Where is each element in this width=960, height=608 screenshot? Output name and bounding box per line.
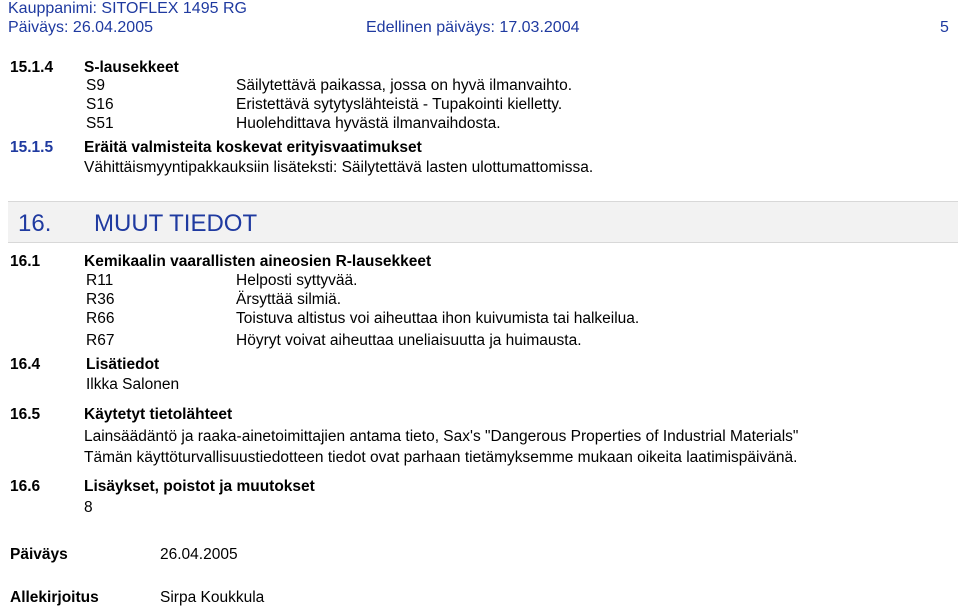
sources-line-1: Lainsäädäntö ja raaka-ainetoimittajien antama tieto, Sax's "Dangerous Properties of Industrial Materials" [84, 428, 799, 445]
s-phrases-title: S-lausekkeet [84, 59, 179, 76]
additional-info-text: Ilkka Salonen [86, 376, 180, 393]
section-number-15-1-5: 15.1.5 [10, 139, 54, 156]
sources-line-2: Tämän käyttöturvallisuustiedotteen tiedot ovat parhaan tietämyksemme mukaan oikeita laatimispäivänä. [84, 449, 798, 466]
r-phrase-text: Ärsyttää silmiä. [236, 291, 342, 308]
s-phrase-code: S9 [86, 77, 105, 94]
r-phrase-text: Höyryt voivat aiheuttaa uneliaisuutta ja huimausta. [236, 332, 582, 349]
footer-date-value: 26.04.2005 [160, 546, 238, 563]
section-number-16-4: 16.4 [10, 356, 41, 373]
footer-signature-label: Allekirjoitus [10, 589, 99, 606]
special-requirements-text: Vähittäismyyntipakkauksiin lisäteksti: Säilytettävä lasten ulottumattomissa. [84, 159, 594, 176]
r-phrases-title: Kemikaalin vaarallisten aineosien R-lausekkeet [84, 253, 432, 270]
previous-date: Edellinen päiväys: 17.03.2004 [366, 19, 580, 36]
page-number: 5 [940, 19, 949, 36]
supplier-name: Kauppanimi: SITOFLEX 1495 RG [8, 0, 247, 17]
s-phrase-code: S16 [86, 96, 114, 113]
r-phrase-code: R67 [86, 332, 115, 349]
r-phrase-text: Helposti syttyvää. [236, 272, 358, 289]
r-phrase-text: Toistuva altistus voi aiheuttaa ihon kuivumista tai halkeilua. [236, 310, 640, 327]
special-requirements-title: Eräitä valmisteita koskevat erityisvaatimukset [84, 139, 422, 156]
r-phrase-code: R36 [86, 291, 115, 308]
changes-title: Lisäykset, poistot ja muutokset [84, 478, 315, 495]
sources-title: Käytetyt tietolähteet [84, 406, 233, 423]
s-phrase-text: Huolehdittava hyvästä ilmanvaihdosta. [236, 115, 501, 132]
section-16-header [8, 201, 958, 243]
changes-text: 8 [84, 499, 93, 516]
footer-signature-value: Sirpa Koukkula [160, 589, 265, 606]
section-number-16-5: 16.5 [10, 406, 41, 423]
footer-date-label: Päiväys [10, 546, 68, 563]
document-date: Päiväys: 26.04.2005 [8, 19, 153, 36]
s-phrase-text: Eristettävä sytytyslähteistä - Tupakointi kielletty. [236, 96, 563, 113]
section-number-15-1-4: 15.1.4 [10, 59, 54, 76]
section-16-title: MUUT TIEDOT [94, 210, 258, 237]
r-phrase-code: R11 [86, 272, 114, 289]
section-number-16-6: 16.6 [10, 478, 41, 495]
section-number-16-1: 16.1 [10, 253, 41, 270]
s-phrase-text: Säilytettävä paikassa, jossa on hyvä ilmanvaihto. [236, 77, 573, 94]
additional-info-title: Lisätiedot [86, 356, 160, 373]
section-16-number: 16. [18, 210, 52, 237]
r-phrase-code: R66 [86, 310, 115, 327]
s-phrase-code: S51 [86, 115, 114, 132]
